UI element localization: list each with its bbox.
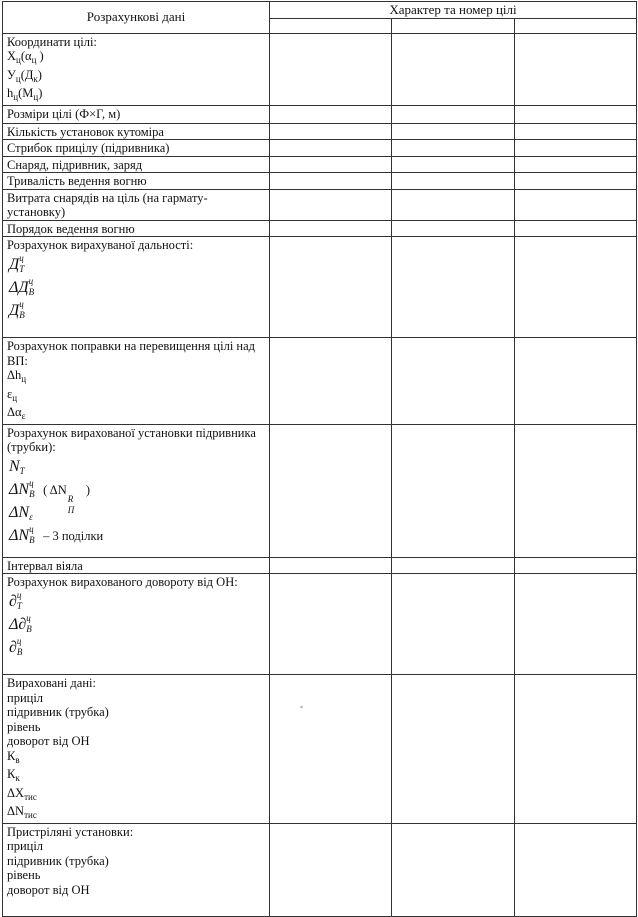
row-label-cell (3, 338, 270, 425)
coord-paren: ( (20, 67, 25, 82)
target-cell-3 (515, 823, 637, 916)
row-label: Пристріляні установки: (7, 824, 134, 839)
symbol-sub: в (15, 754, 20, 765)
row-label-cell (3, 823, 270, 916)
formula-line (7, 276, 265, 299)
coord-paren-main: М (22, 86, 34, 100)
row-label-cell (3, 237, 270, 338)
row-line: підривник (трубка) (7, 705, 109, 719)
coord-main: Х (7, 49, 17, 63)
symbol-line (7, 405, 265, 424)
table-row (3, 105, 637, 123)
row-label: Вираховані дані: (7, 676, 96, 690)
row-label-cell (3, 220, 270, 237)
target-cell-2 (392, 574, 515, 675)
formula-sup: R (67, 493, 74, 504)
coord-sub: ц (16, 55, 21, 65)
formula-symbol (18, 275, 35, 299)
formula-symbol (18, 523, 35, 547)
symbol-line (7, 786, 265, 805)
coord-paren-sub: ц (31, 55, 37, 65)
header-target-col-3 (515, 18, 637, 33)
symbol-sub: к (15, 773, 20, 783)
formula-base: ∂ (18, 615, 27, 633)
row-label: Порядок ведення вогню (7, 221, 135, 236)
formula-symbol (9, 252, 25, 276)
coord-paren-main: α (25, 49, 32, 63)
formula-sup: ц (16, 635, 22, 646)
table-row (3, 220, 637, 237)
formula-symbol (9, 298, 25, 322)
row-label: Розрахунок вирахованої установки підривника (трубки): (7, 425, 256, 454)
target-cell-1 (270, 574, 392, 675)
formula-base: ∂ (9, 638, 17, 656)
symbol-sub: ц (21, 374, 27, 384)
formula-sup: ц (19, 252, 24, 263)
target-cell-1 (270, 338, 392, 425)
target-cell-2 (392, 823, 515, 916)
row-label: Інтервал віяла (7, 558, 83, 573)
row-label: Розрахунок поправки на перевищення цілі над ВП: (7, 339, 256, 368)
row-label: Розміри цілі (Ф×Г, м) (7, 106, 121, 121)
row-label-cell (3, 189, 270, 220)
coord-paren-sub: ц (33, 92, 39, 102)
table-row (3, 823, 637, 916)
formula-base: N (18, 480, 30, 498)
target-cell-2 (392, 675, 515, 824)
target-cell-1 (270, 33, 392, 105)
formula-symbol (9, 589, 22, 613)
formula-sub: П (67, 504, 75, 515)
symbol-main: Δα (7, 405, 22, 419)
row-label-cell (3, 33, 270, 105)
target-cell-1 (270, 173, 392, 190)
formula-symbol (18, 477, 35, 501)
coord-sub: ц (13, 92, 19, 102)
formula-tail-end: ) (82, 482, 91, 497)
row-label-cell (3, 123, 270, 140)
coord-paren-sub: к (33, 73, 38, 84)
target-cell-2 (392, 105, 515, 123)
target-cell-2 (392, 557, 515, 574)
formula-base: N (18, 526, 30, 544)
target-cell-3 (515, 173, 637, 190)
table-row (3, 675, 637, 824)
target-cell-3 (515, 220, 637, 237)
coord-tail: ) (37, 67, 42, 82)
row-line: рівень (7, 868, 41, 882)
header-target-col-2 (392, 18, 515, 33)
formula-line (7, 524, 265, 547)
row-label: Координати цілі: (7, 34, 97, 49)
target-cell-3 (515, 574, 637, 675)
row-label-cell (3, 173, 270, 190)
row-line: приціл (7, 839, 44, 853)
coord-paren: ( (20, 49, 26, 63)
formula-sup: ц (29, 477, 34, 488)
row-line: рівень (7, 719, 41, 734)
formula-line (7, 501, 265, 524)
coord-tail: ) (38, 86, 43, 100)
target-cell-2 (392, 173, 515, 190)
row-label-cell (3, 140, 270, 157)
symbol-line (7, 767, 265, 786)
symbol-sub: тис (24, 791, 37, 802)
target-cell-3 (515, 338, 637, 425)
target-cell-3 (515, 424, 637, 557)
formula-sub: ε (29, 511, 33, 522)
target-cell-3 (515, 557, 637, 574)
formula-sup: ц (26, 612, 31, 623)
target-cell-2 (392, 237, 515, 338)
target-cell-3 (515, 105, 637, 123)
formula-delta: Δ (9, 278, 19, 296)
target-cell-2 (392, 140, 515, 157)
target-cell-3 (515, 140, 637, 157)
coord-sub: ц (15, 73, 21, 84)
formula-delta: Δ (9, 615, 19, 633)
formula-base: Д (9, 301, 20, 319)
formula-sub: В (26, 623, 32, 634)
formula-line (7, 590, 265, 613)
formula-sub: В (19, 309, 25, 320)
table-row (3, 33, 637, 105)
target-cell-2 (392, 156, 515, 173)
symbol-main: Δh (7, 368, 22, 382)
table-row (3, 156, 637, 173)
formula-delta: Δ (9, 503, 19, 521)
calculation-table (2, 1, 637, 917)
table-row (3, 424, 637, 557)
formula-line (7, 253, 265, 276)
formula-tail: ( ΔN (43, 482, 67, 497)
target-cell-1 (270, 140, 392, 157)
table-row (3, 557, 637, 574)
table-row (3, 123, 637, 140)
coord-main: h (7, 86, 14, 100)
formula-base: Д (9, 255, 20, 273)
symbol-main: ΔN (7, 804, 25, 818)
target-cell-2 (392, 424, 515, 557)
formula-line (7, 477, 265, 515)
coord-paren: ( (18, 86, 23, 100)
symbol-line (7, 387, 265, 406)
table-row (3, 140, 637, 157)
row-label-cell (3, 574, 270, 675)
formula-sup: ц (19, 298, 24, 309)
target-cell-1 (270, 557, 392, 574)
formula-sub: Т (16, 600, 22, 611)
formula-base: N (9, 457, 20, 475)
table-row (3, 574, 637, 675)
formula-line (7, 613, 265, 636)
table-row (3, 338, 637, 425)
formula-tail: – 3 поділки (43, 528, 104, 543)
formula-sup: ц (16, 589, 22, 600)
header-target-col-1 (270, 18, 392, 33)
coord-tail: ) (36, 49, 44, 63)
symbol-main: ΔХ (7, 785, 25, 800)
header-calculation-data: Розрахункові дані (3, 2, 270, 34)
formula-line (7, 455, 265, 478)
formula-base: N (18, 503, 30, 521)
table-row (3, 189, 637, 220)
symbol-main: К (7, 767, 16, 781)
formula-base: Д (18, 278, 29, 296)
formula-sub: В (28, 286, 35, 297)
table-row (3, 237, 637, 338)
target-cell-1 (270, 189, 392, 220)
target-cell-1 (270, 675, 392, 824)
target-cell-3 (515, 123, 637, 140)
formula-line (7, 299, 265, 322)
formula-sub: В (29, 488, 35, 499)
row-label: Розрахунок вирахованого довороту від ОН: (7, 575, 238, 589)
symbol-line (7, 804, 265, 823)
row-label-cell (3, 156, 270, 173)
target-cell-2 (392, 220, 515, 237)
coord-main: У (7, 67, 16, 82)
symbol-main: ε (7, 386, 13, 401)
coordinate-line (7, 49, 265, 68)
row-line: доворот від ОН (7, 882, 90, 897)
formula-sub: В (29, 534, 35, 545)
row-label: Стрибок прицілу (підривника) (7, 141, 170, 155)
target-cell-3 (515, 189, 637, 220)
row-label: Розрахунок вирахуваної дальності: (7, 238, 194, 252)
header-target-character-number: Характер та номер цілі (270, 2, 637, 19)
target-cell-1 (270, 424, 392, 557)
target-cell-3 (515, 675, 637, 824)
row-label-cell (3, 675, 270, 824)
symbol-line (7, 368, 265, 387)
formula-delta: Δ (9, 526, 19, 544)
row-line: підривник (трубка) (7, 853, 109, 868)
target-cell-3 (515, 156, 637, 173)
row-label: Снаряд, підривник, заряд (7, 157, 143, 172)
formula-sup: ц (29, 523, 34, 534)
target-cell-1 (270, 220, 392, 237)
table-row (3, 173, 637, 190)
row-label: Кількість установок кутоміра (7, 124, 164, 139)
target-cell-2 (392, 189, 515, 220)
formula-sub: Т (19, 465, 25, 476)
symbol-sub: ε (21, 411, 26, 421)
row-label: Тривалість ведення вогню (7, 174, 147, 188)
formula-sub: Т (19, 263, 25, 274)
formula-sub: В (16, 646, 23, 657)
symbol-main: К (7, 748, 16, 763)
row-label-cell (3, 557, 270, 574)
row-label-cell (3, 105, 270, 123)
target-cell-2 (392, 123, 515, 140)
formula-line (7, 636, 265, 659)
formula-symbol (18, 501, 33, 524)
target-cell-3 (515, 33, 637, 105)
target-cell-1 (270, 105, 392, 123)
target-cell-1 (270, 823, 392, 916)
formula-sup: ц (28, 275, 34, 286)
row-line: приціл (7, 690, 44, 705)
row-label: Витрата снарядів на ціль (на гармату-установку) (7, 190, 208, 219)
formula-symbol (18, 612, 32, 636)
target-cell-1 (270, 156, 392, 173)
formula-symbol (9, 455, 25, 478)
formula-symbol (9, 635, 23, 659)
target-cell-1 (270, 237, 392, 338)
row-line: доворот від ОН (7, 734, 90, 748)
target-cell-3 (515, 237, 637, 338)
formula-delta: Δ (9, 480, 19, 498)
row-label-cell (3, 424, 270, 557)
symbol-sub: тис (24, 810, 37, 820)
coordinate-line (7, 86, 265, 105)
symbol-line (7, 749, 265, 768)
target-cell-2 (392, 33, 515, 105)
coordinate-line (7, 68, 265, 87)
coord-paren-main: Д (24, 67, 34, 82)
formula-base: ∂ (9, 592, 17, 610)
target-cell-1 (270, 123, 392, 140)
symbol-sub: ц (12, 392, 18, 403)
target-cell-2 (392, 338, 515, 425)
